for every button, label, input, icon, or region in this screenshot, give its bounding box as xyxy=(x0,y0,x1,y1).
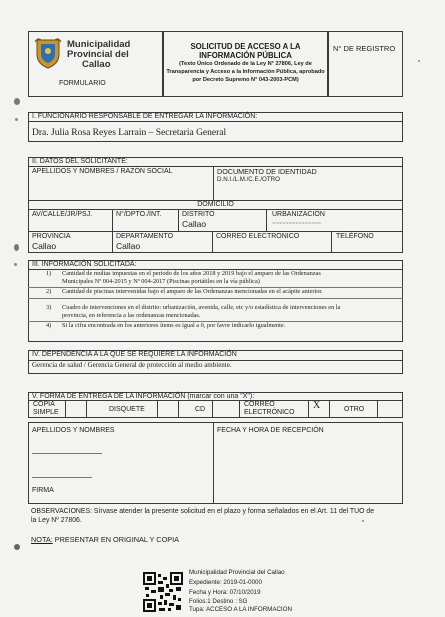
delivery-option-correo-line1: CORREO xyxy=(244,401,275,408)
request-item-2-divider xyxy=(28,298,403,299)
municipal-crest-icon xyxy=(34,36,62,70)
scan-speck xyxy=(14,544,20,550)
qr-code-icon xyxy=(143,572,183,612)
institution-name-line1: Municipalidad xyxy=(67,39,131,50)
request-item-1-line2: Municipales Nº 004-2015 y Nº 004-2017 (Piscinas portátiles en la vía pública) xyxy=(62,278,260,285)
institution-name-line3: Callao xyxy=(82,59,111,70)
observaciones-line2: la Ley Nº 27806. xyxy=(31,517,82,524)
request-item-1-line1: Cantidad de multas impuestas en el periodo de los años 2018 y 2019 bajo el amparo de las Ordenanzas xyxy=(62,270,321,277)
scan-speck xyxy=(418,60,420,62)
form-title-line2: INFORMACIÓN PÚBLICA xyxy=(199,51,292,60)
delivery-option-cd: CD xyxy=(195,406,206,413)
form-subtitle-line3: por Decreto Supremo N° 043-2003-PCM) xyxy=(192,77,299,83)
request-item-3-number: 3) xyxy=(46,304,52,311)
scan-speck xyxy=(14,244,19,251)
section4-heading: IV. DEPENDENCIA A LA QUE SE REQUIERE LA INFORMACIÓN xyxy=(32,351,237,358)
dependency-value[interactable]: Gerencia de salud / Gerencia General de protección al medio ambiente. xyxy=(32,361,232,369)
signature-box xyxy=(28,422,403,504)
section1-divider xyxy=(28,121,403,122)
urbanizacion-value[interactable]: ~~~~~~~~~~~~~~~ xyxy=(272,221,321,227)
request-item-2-line1: Cantidad de piscinas intervenidas bajo el amparo de las Ordenanzas mencionadas en el acápite anterior. xyxy=(62,288,323,295)
cd-checkbox[interactable] xyxy=(212,400,240,418)
address-label: AV/CALLE/JR/PSJ. xyxy=(32,211,93,218)
applicant-name-label: APELLIDOS Y NOMBRES / RAZÓN SOCIAL xyxy=(32,168,173,175)
departamento-value[interactable]: Callao xyxy=(116,241,141,251)
stamp-line5: Tupa: ACCESO A LA INFORMACION xyxy=(189,606,292,613)
nota-label: NOTA: xyxy=(31,535,53,544)
correo-electronico-mark: X xyxy=(313,400,321,411)
signature-divider xyxy=(213,422,214,504)
section1-heading: I. FUNCIONARIO RESPONSABLE DE ENTREGAR LA INFORMACIÓN: xyxy=(32,113,258,120)
reception-date-label: FECHA Y HORA DE RECEPCIÓN xyxy=(217,427,324,434)
nota-line xyxy=(31,536,179,543)
form-subtitle-line1: (Texto Único Ordenado de la Ley N° 27806, Ley de xyxy=(179,61,312,67)
firma-line xyxy=(32,477,92,478)
request-item-4-number: 4) xyxy=(46,322,52,329)
section2-col-5 xyxy=(212,231,213,253)
section2-divider-d xyxy=(28,231,403,232)
delivery-option-correo-line2: ELECTRÓNICO xyxy=(244,409,295,416)
section2-divider-c xyxy=(28,209,403,210)
firma-label: FIRMA xyxy=(32,487,54,494)
registro-label: N° DE REGISTRO xyxy=(333,44,396,53)
institution-name-line2: Provincial del xyxy=(67,49,129,60)
form-title-line1: SOLICITUD DE ACCESO A LA xyxy=(190,42,301,51)
distrito-label: DISTRITO xyxy=(182,211,215,218)
id-document-label: DOCUMENTO DE IDENTIDAD xyxy=(217,167,317,176)
dpto-label: N°/DPTO./INT. xyxy=(116,211,162,218)
disquete-checkbox[interactable] xyxy=(157,400,179,418)
section2-col-6 xyxy=(331,231,332,253)
header-registro-box xyxy=(328,31,403,97)
delivery-option-otro: OTRO xyxy=(344,406,365,413)
observaciones-line1: OBSERVACIONES: Sírvase atender la presente solicitud en el plazo y forma señalados en el Art. 11 del TUO de xyxy=(31,508,375,515)
applicant-names-label: APELLIDOS Y NOMBRES xyxy=(32,427,115,434)
stamp-line1: Municipalidad Provincial del Callao xyxy=(189,569,285,576)
section2-col-3 xyxy=(266,209,267,231)
delivery-option-disquete: DISQUETE xyxy=(109,406,145,413)
delivery-option-copia-line2: SIMPLE xyxy=(33,409,59,416)
request-item-3-line2: provincia, en referencia a las ordenanzas mencionadas. xyxy=(62,312,201,319)
section2-col-2 xyxy=(178,209,179,231)
stamp-line3: Fecha y Hora: 07/10/2019 xyxy=(189,589,261,596)
urbanizacion-label: URBANIZACIÓN xyxy=(272,211,325,218)
scan-speck xyxy=(14,263,17,266)
distrito-value[interactable]: Callao xyxy=(182,219,207,229)
domicilio-label: DOMICILIO xyxy=(197,201,234,208)
id-document-types-label: D.N.I./L.M./C.E./OTRO xyxy=(217,176,280,183)
applicant-names-line xyxy=(32,453,102,454)
nota-text: PRESENTAR EN ORIGINAL Y COPIA xyxy=(52,535,180,544)
delivery-option-copia-line1: COPIA xyxy=(33,401,55,408)
provincia-value[interactable]: Callao xyxy=(32,241,57,251)
scan-speck xyxy=(14,98,20,105)
otro-checkbox[interactable] xyxy=(377,400,403,418)
section3-heading: III. INFORMACIÓN SOLICITADA: xyxy=(32,261,137,268)
departamento-label: DEPARTAMENTO xyxy=(116,233,174,240)
request-item-2-number: 2) xyxy=(46,288,52,295)
scan-speck xyxy=(362,520,364,522)
form-subtitle-line2: Transparencia y Acceso a la Información Pública, aprobado xyxy=(166,69,325,75)
request-item-4-line1: Si la cifra encontrada en los anteriores ítems es igual a 0, por favor indicarlo igualmente. xyxy=(62,322,286,329)
form-type-label: FORMULARIO xyxy=(59,80,106,87)
stamp-line2: Expediente: 2019-01-0000 xyxy=(189,579,262,586)
provincia-label: PROVINCIA xyxy=(32,233,71,240)
request-item-1-number: 1) xyxy=(46,270,52,277)
section2-heading: II. DATOS DEL SOLICITANTE: xyxy=(32,158,128,165)
responsible-official-value[interactable]: Dra. Julia Rosa Reyes Larrain – Secretaria General xyxy=(32,128,227,138)
section2-divider-a xyxy=(28,166,403,167)
copia-simple-checkbox[interactable] xyxy=(65,400,87,418)
request-item-3-line1: Cuadro de intervenciones en el distrito: urbanización, avenida, calle, etc y/o estadística de intervenciones en la xyxy=(62,304,341,311)
section2-col-1 xyxy=(112,209,113,231)
scan-speck xyxy=(15,118,18,121)
phone-label: TELÉFONO xyxy=(336,233,374,240)
section5-heading: V. FORMA DE ENTREGA DE LA INFORMACIÓN (marcar con una "X"): xyxy=(32,393,255,400)
section2-name-doc-divider xyxy=(213,166,214,200)
section2-col-4 xyxy=(112,231,113,253)
stamp-line4: Folios:1 Destino : SG xyxy=(189,598,248,605)
email-label: CORREO ELECTRÓNICO xyxy=(216,233,300,240)
